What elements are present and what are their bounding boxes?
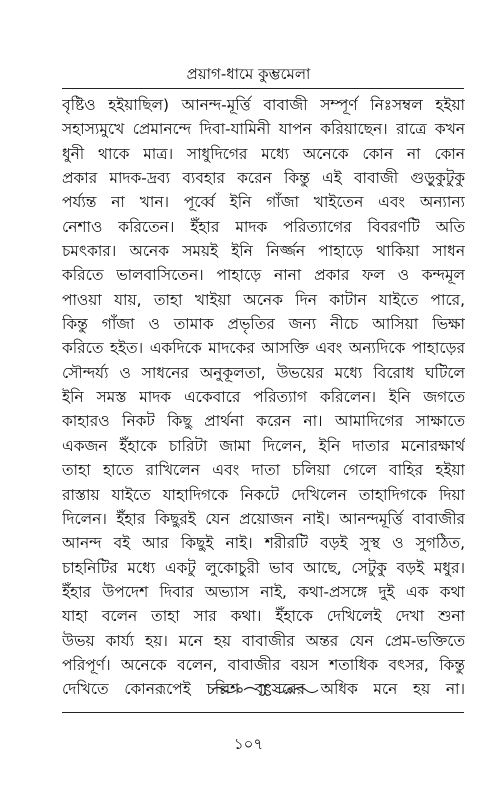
text-line: দেখিতে কোনরূপেই চল্লিশ বৎসরের অধিক মনে হয় না। — [62, 680, 465, 699]
text-line: সৌন্দর্য্য ও সাধনের অনুকূলতা, উভয়ের মধ্যে বিরোধ ঘটিলে — [62, 363, 465, 382]
text-line: ইঁহার উপদেশ দিবার অভ্যাস নাই, কথা-প্রসঙ্গে দুই এক কথা — [62, 582, 465, 601]
text-line: করিতে হইত। একদিকে মাদকের আসক্তি এবং অন্যদিকে পাহাড়ের — [62, 339, 465, 358]
text-line: নেশাও করিতেন। ইঁহার মাদক পরিত্যাগের বিবরণটি অতি — [62, 217, 465, 236]
running-head: প্রয়াগ-ধামে কুম্ভমেলা — [186, 65, 311, 83]
text-line: চমৎকার। অনেক সময়ই ইনি নির্জ্জন পাহাড়ে থাকিয়া সাধন — [62, 242, 465, 261]
text-line: পরিপূর্ণ। অনেকে বলেন, বাবাজীর বয়স শতাধিক বৎসর, কিন্তু — [62, 655, 465, 674]
text-line: প্রকার মাদক-দ্রব্য ব্যবহার করেন কিন্তু এই বাবাজী গুড়ুকুটুকু — [62, 169, 465, 188]
text-line: বৃষ্টিও হইয়াছিল) আনন্দ-মূর্ত্তি বাবাজী সম্পূর্ণ নিঃসম্বল হইয়া — [62, 96, 465, 114]
header-rule — [62, 88, 464, 89]
text-line: পাওয়া যায়, তাহা খাইয়া অনেক দিন কাটান যাইতে পারে, — [62, 290, 465, 309]
page-number: ১০৭ — [233, 735, 264, 753]
text-line: আনন্দ বই আর কিছুই নাই। শরীরটি বড়ই সুস্থ ও সুগঠিত, — [62, 534, 465, 553]
text-line: পর্য্যন্ত না খান। পূর্ব্বে ইনি গাঁজা খাইতেন এবং অন্যান্য — [62, 193, 465, 212]
ornament-divider-icon — [210, 683, 320, 697]
text-line: ধুনী থাকে মাত্র। সাধুদিগের মধ্যে অনেকে কোন না কোন — [62, 144, 465, 163]
text-line: কিন্তু গাঁজা ও তামাক প্রভৃতির জন্য নীচে আসিয়া ভিক্ষা — [62, 315, 465, 334]
text-line: সহাস্যমুখে প্রেমানন্দে দিবা-যামিনী যাপন করিয়াছেন। রাত্রে কখন — [62, 120, 465, 139]
text-line: ইনি সমস্ত মাদক একেবারে পরিত্যাগ করিলেন। ইনি জগতে — [62, 388, 465, 407]
body-text — [62, 93, 465, 702]
text-line: চাহনিটির মধ্যে একটু লুকোচুরী ভাব আছে, সেটুকু বড়ই মধুর। — [62, 558, 465, 577]
footer-rule — [62, 712, 464, 713]
text-line: করিতে ভালবাসিতেন। পাহাড়ে নানা প্রকার ফল ও কন্দমূল — [62, 266, 465, 285]
text-line: তাহা হাতে রাখিলেন এবং দাতা চলিয়া গেলে বাহির হইয়া — [62, 461, 465, 480]
text-line: উভয় কার্য্য হয়। মনে হয় বাবাজীর অন্তর যেন প্রেম-ভক্তিতে — [62, 631, 465, 650]
text-line: যাহা বলেন তাহা সার কথা। ইঁহাকে দেখিলেই দেখা শুনা — [62, 607, 465, 626]
text-line: একজন ইঁহাকে চারিটা জামা দিলেন, ইনি দাতার মনোরক্ষার্থ — [62, 436, 465, 455]
text-line: দিলেন। ইঁহার কিছুরই যেন প্রয়োজন নাই। আনন্দমূর্ত্তি বাবাজীর — [62, 509, 465, 528]
text-line: রাস্তায় যাইতে যাহাদিগকে নিকটে দেখিলেন তাহাদিগকে দিয়া — [62, 485, 465, 504]
text-line: কাহারও নিকট কিছু প্রার্থনা করেন না। আমাদিগের সাক্ষাতে — [62, 412, 465, 431]
